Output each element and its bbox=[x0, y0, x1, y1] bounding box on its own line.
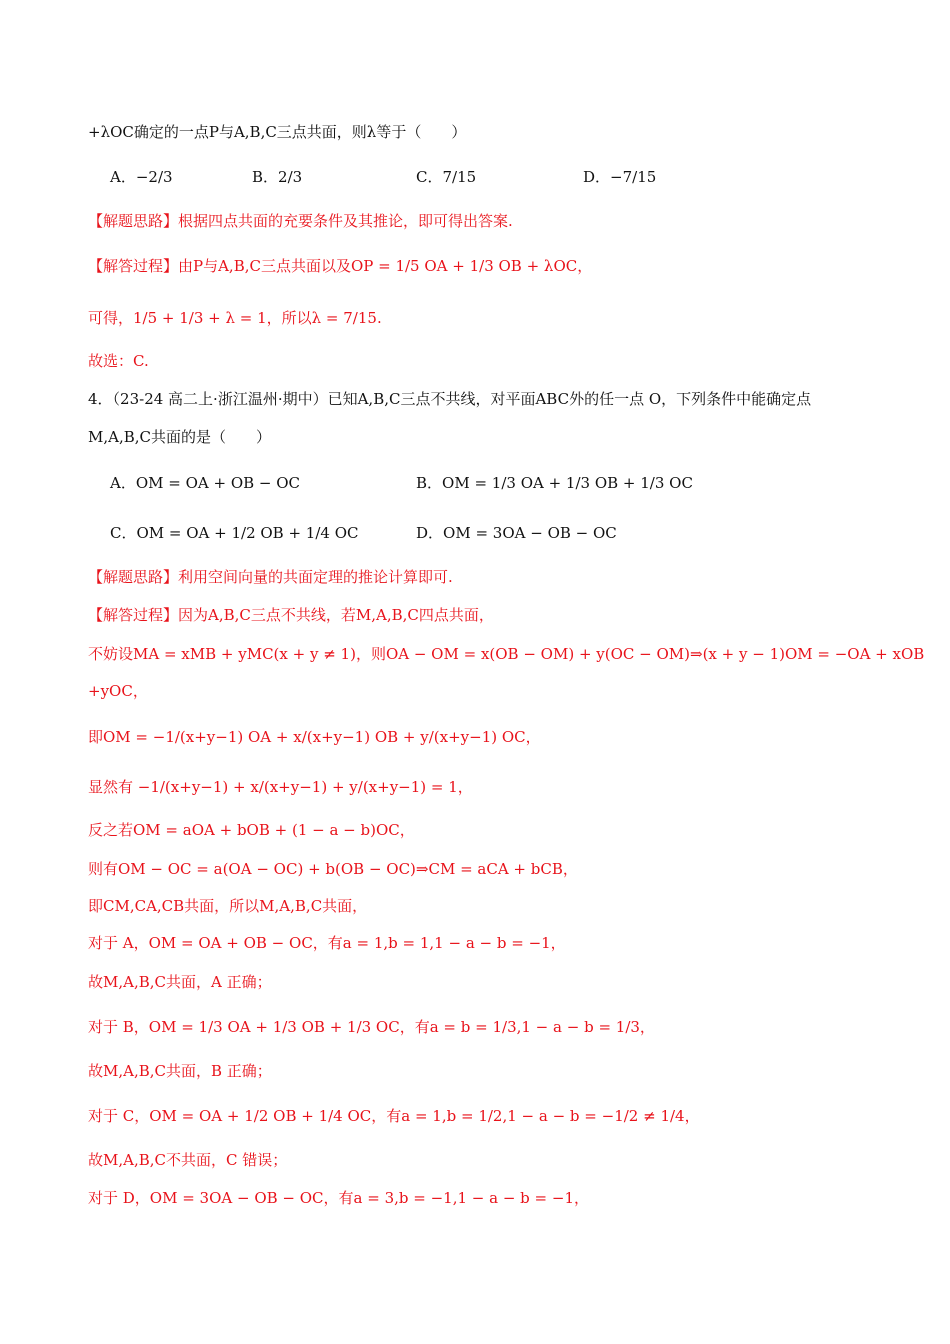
q3-option-a: A．−2/3 bbox=[110, 168, 173, 186]
q4-solution-line: 对于 B，OM = 1/3 OA + 1/3 OB + 1/3 OC，有a = b = 1/3,1 − a − b = 1/3， bbox=[88, 1018, 655, 1036]
q4-option-a: A．OM = OA + OB − OC bbox=[110, 474, 301, 492]
q3-stem-tail: +λOC确定的一点P与A,B,C三点共面，则λ等于（ ） bbox=[88, 123, 467, 141]
q3-option-b: B．2/3 bbox=[252, 168, 303, 186]
q3-solution-idea: 【解题思路】根据四点共面的充要条件及其推论，即可得出答案. bbox=[88, 212, 513, 230]
q4-solution-line: 故M,A,B,C共面，A 正确； bbox=[88, 973, 272, 991]
q4-solution-line: 【解答过程】因为A,B,C三点不共线，若M,A,B,C四点共面， bbox=[88, 606, 494, 624]
q4-solution-line: 故M,A,B,C不共面，C 错误； bbox=[88, 1151, 288, 1169]
q4-solution-line: 即CM,CA,CB共面，所以M,A,B,C共面， bbox=[88, 897, 368, 915]
q4-stem-line1: 4．（23-24 高二上·浙江温州·期中）已知A,B,C三点不共线，对平面ABC外的任一点 O，下列条件中能确定点 bbox=[88, 390, 812, 408]
q3-solution-process: 【解答过程】由P与A,B,C三点共面以及OP = 1/5 OA + 1/3 OB + λOC， bbox=[88, 257, 593, 275]
q3-option-c: C．7/15 bbox=[416, 168, 477, 186]
q4-option-d: D．OM = 3OA − OB − OC bbox=[416, 524, 617, 542]
q3-option-d: D．−7/15 bbox=[583, 168, 657, 186]
q4-option-c: C．OM = OA + 1/2 OB + 1/4 OC bbox=[110, 524, 359, 542]
q4-solution-line: 即OM = −1/(x+y−1) OA + x/(x+y−1) OB + y/(x+y−1) OC， bbox=[88, 728, 541, 746]
q4-solution-line: 不妨设MA = xMB + yMC(x + y ≠ 1)，则OA − OM = x(OB − OM) + y(OC − OM)⇒(x + y − 1)OM = −OA + xOB bbox=[88, 645, 925, 663]
q4-solution-line: 对于 C，OM = OA + 1/2 OB + 1/4 OC，有a = 1,b = 1/2,1 − a − b = −1/2 ≠ 1/4， bbox=[88, 1107, 700, 1125]
q4-solution-idea: 【解题思路】利用空间向量的共面定理的推论计算即可. bbox=[88, 568, 453, 586]
q4-solution-line: 则有OM − OC = a(OA − OC) + b(OB − OC)⇒CM = aCA + bCB， bbox=[88, 860, 578, 878]
q4-solution-line: 显然有 −1/(x+y−1) + x/(x+y−1) + y/(x+y−1) = 1， bbox=[88, 778, 473, 796]
q3-answer: 故选：C. bbox=[88, 352, 149, 370]
q4-solution-line: 反之若OM = aOA + bOB + (1 − a − b)OC， bbox=[88, 821, 415, 839]
q4-solution-line: 对于 D，OM = 3OA − OB − OC，有a = 3,b = −1,1 − a − b = −1， bbox=[88, 1189, 589, 1207]
q4-solution-line: 对于 A，OM = OA + OB − OC，有a = 1,b = 1,1 − a − b = −1， bbox=[88, 934, 566, 952]
q4-stem-line2: M,A,B,C共面的是（ ） bbox=[88, 428, 271, 446]
q4-solution-line: 故M,A,B,C共面，B 正确； bbox=[88, 1062, 272, 1080]
q3-solution-result: 可得，1/5 + 1/3 + λ = 1，所以λ = 7/15. bbox=[88, 309, 382, 327]
q4-solution-line: +yOC， bbox=[88, 682, 148, 700]
q4-option-b: B．OM = 1/3 OA + 1/3 OB + 1/3 OC bbox=[416, 474, 693, 492]
